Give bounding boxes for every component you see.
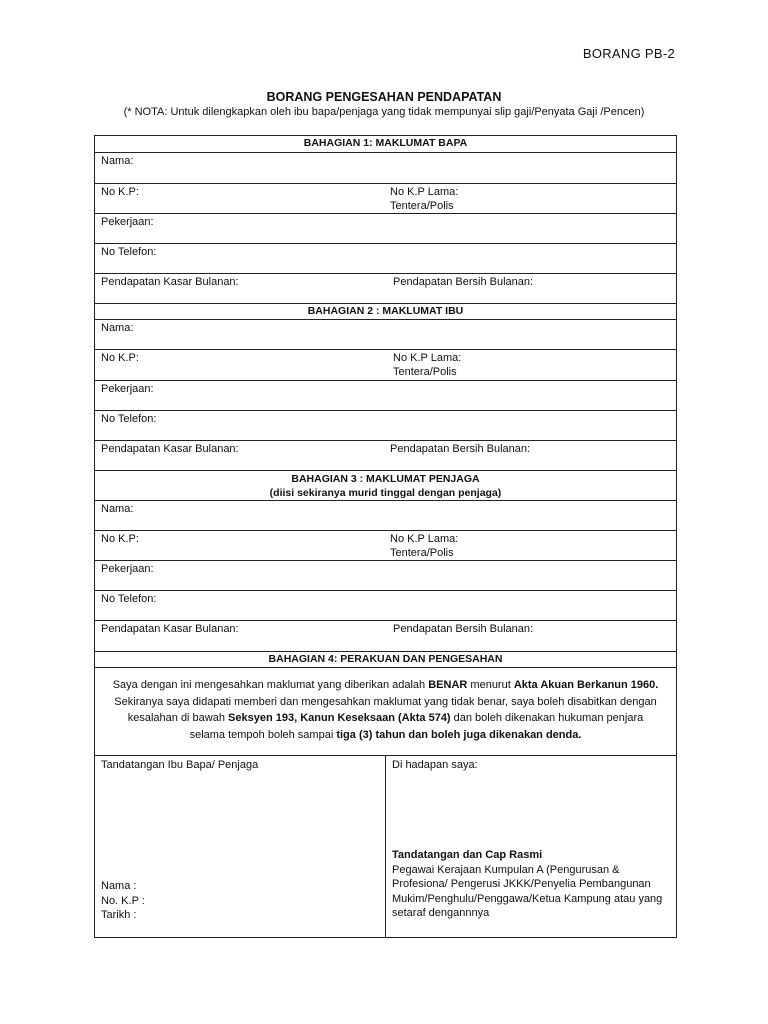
declaration-part: menurut xyxy=(467,679,514,691)
no-kp-label: No K.P: xyxy=(101,352,139,364)
section1-pekerjaan-row[interactable] xyxy=(95,213,676,243)
section1-kp-row[interactable] xyxy=(95,183,676,213)
section2-pekerjaan-row[interactable] xyxy=(95,380,676,410)
signer-tarikh-label: Tarikh : xyxy=(101,909,137,921)
form-title: BORANG PENGESAHAN PENDAPATAN xyxy=(266,90,502,104)
pendapatan-bersih-label: Pendapatan Bersih Bulanan: xyxy=(393,276,534,288)
no-kp-lama-label: No K.P Lama: xyxy=(390,186,459,198)
section4-header xyxy=(95,651,676,667)
section2-pendapatan-row[interactable] xyxy=(95,440,676,470)
section1-nama-row[interactable] xyxy=(95,152,676,183)
tentera-polis-label: Tentera/Polis xyxy=(390,200,454,212)
no-telefon-label: No Telefon: xyxy=(101,413,157,425)
nama-label: Nama: xyxy=(101,155,134,167)
section3-pendapatan-row[interactable] xyxy=(95,620,676,651)
declaration-bold: Seksyen 193, Kanun Keseksaan (Akta 574) xyxy=(228,712,451,724)
section3-nama-row[interactable] xyxy=(95,500,676,530)
section3-telefon-row[interactable] xyxy=(95,590,676,620)
section2-header-text: BAHAGIAN 2 : MAKLUMAT IBU xyxy=(307,305,464,317)
declaration-part: dan boleh dikenakan hukuman penjara selama tempoh boleh sampai xyxy=(189,712,644,741)
no-kp-label: No K.P: xyxy=(101,533,139,545)
declaration-bold: Akta Akuan Berkanun 1960. xyxy=(513,679,659,691)
declaration-block xyxy=(95,667,676,755)
signer-fields xyxy=(101,879,145,923)
parent-signature-area[interactable]: Tandatangan Ibu Bapa/ Penjaga xyxy=(101,759,259,771)
pendapatan-kasar-label: Pendapatan Kasar Bulanan: xyxy=(101,443,239,455)
pendapatan-bersih-label: Pendapatan Bersih Bulanan: xyxy=(390,443,531,455)
nama-label: Nama: xyxy=(101,503,134,515)
stamp-description: Pegawai Kerajaan Kumpulan A (Pengurusan & Profesiona/ Pengerusi JKKK/Penyelia Pembangunan Mukim/Penghulu/Penggawa/Ketua Kampung atau yang setaraf dengannnya xyxy=(392,863,663,919)
pendapatan-bersih-label: Pendapatan Bersih Bulanan: xyxy=(393,623,534,635)
section4-header-text: BAHAGIAN 4: PERAKUAN DAN PENGESAHAN xyxy=(268,653,503,665)
no-kp-lama-label: No K.P Lama: xyxy=(390,533,459,545)
section3-kp-row[interactable] xyxy=(95,530,676,560)
section3-header xyxy=(95,470,676,500)
section3-subheader-text: (diisi sekiranya murid tinggal dengan penjaga) xyxy=(269,487,502,499)
signer-kp-label: No. K.P : xyxy=(101,894,145,907)
witness-signature-area[interactable]: Di hadapan saya: xyxy=(392,759,478,771)
section2-kp-row[interactable] xyxy=(95,349,676,380)
form-table xyxy=(94,135,677,938)
form-code: BORANG PB-2 xyxy=(582,46,675,61)
signature-row xyxy=(95,755,676,937)
signature-divider xyxy=(385,756,386,937)
no-kp-lama-label: No K.P Lama: xyxy=(393,352,462,364)
section3-header-text: BAHAGIAN 3 : MAKLUMAT PENJAGA xyxy=(291,473,480,485)
no-kp-label: No K.P: xyxy=(101,186,139,198)
section2-nama-row[interactable] xyxy=(95,319,676,349)
declaration-bold: tiga (3) tahun dan boleh juga dikenakan denda. xyxy=(336,728,582,741)
declaration-text xyxy=(109,668,662,743)
nama-label: Nama: xyxy=(101,322,134,334)
declaration-part: Saya dengan ini mengesahkan maklumat yang diberikan adalah xyxy=(112,679,429,691)
declaration-bold: BENAR xyxy=(428,679,468,691)
pekerjaan-label: Pekerjaan: xyxy=(101,216,154,228)
section1-header-text: BAHAGIAN 1: MAKLUMAT BAPA xyxy=(303,137,468,149)
pendapatan-kasar-label: Pendapatan Kasar Bulanan: xyxy=(101,276,239,288)
declaration-part: Sekiranya saya didapati memberi dan mengesahkan maklumat yang tidak benar, saya boleh disabitkan dengan kesalahan di bawah xyxy=(114,695,657,724)
no-telefon-label: No Telefon: xyxy=(101,593,157,605)
stamp-title: Tandatangan dan Cap Rasmi xyxy=(392,849,543,861)
no-telefon-label: No Telefon: xyxy=(101,246,157,258)
section3-pekerjaan-row[interactable] xyxy=(95,560,676,590)
section1-header xyxy=(95,136,676,152)
official-stamp-block xyxy=(392,848,672,921)
signer-nama-label: Nama : xyxy=(101,880,137,892)
pendapatan-kasar-label: Pendapatan Kasar Bulanan: xyxy=(101,623,239,635)
pekerjaan-label: Pekerjaan: xyxy=(101,563,154,575)
form-note: (* NOTA: Untuk dilengkapkan oleh ibu bapa/penjaga yang tidak mempunyai slip gaji/Penyata Gaji /Pencen) xyxy=(123,106,645,118)
pekerjaan-label: Pekerjaan: xyxy=(101,383,154,395)
section1-telefon-row[interactable] xyxy=(95,243,676,273)
tentera-polis-label: Tentera/Polis xyxy=(390,547,454,559)
section2-header xyxy=(95,303,676,319)
tentera-polis-label: Tentera/Polis xyxy=(393,366,457,378)
section2-telefon-row[interactable] xyxy=(95,410,676,440)
section1-pendapatan-row[interactable] xyxy=(95,273,676,303)
